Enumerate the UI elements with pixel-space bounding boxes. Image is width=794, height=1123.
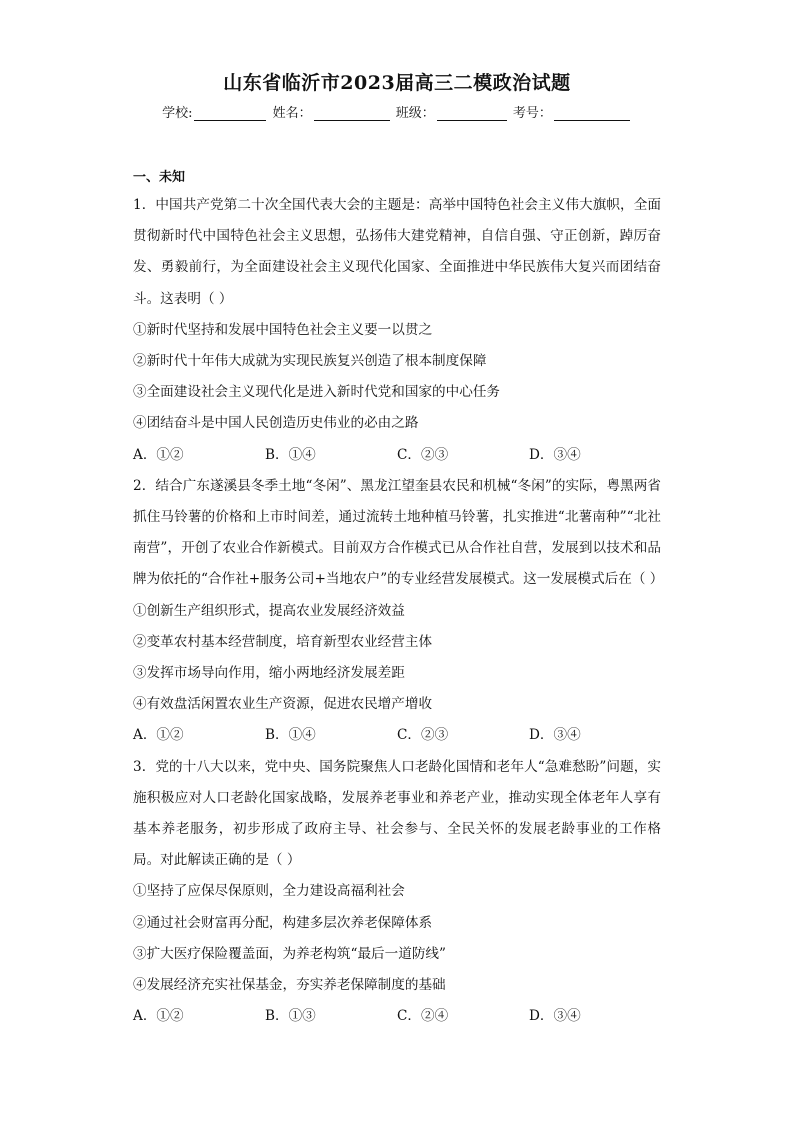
statement-item: ④有效盘活闲置农业生产资源，促进农民增产增收 xyxy=(133,696,433,713)
statement-item: ④发展经济充实社保基金，夯实养老保障制度的基础 xyxy=(133,976,446,993)
school-blank[interactable] xyxy=(194,106,266,121)
number-label: 考号： xyxy=(512,106,552,121)
statement-item: ②变革农村基本经营制度，培育新型农业经营主体 xyxy=(133,633,433,650)
section-heading: 一、未知 xyxy=(133,170,186,185)
student-info-line xyxy=(0,102,794,121)
school-label: 学校: xyxy=(162,106,193,121)
statement-item: ④团结奋斗是中国人民创造历史伟业的必由之路 xyxy=(133,415,419,432)
option-d[interactable]: D．③④ xyxy=(529,1008,581,1025)
statement-item: ②新时代十年伟大成就为实现民族复兴创造了根本制度保障 xyxy=(133,353,487,369)
option-b[interactable]: B．①③ xyxy=(265,1008,316,1025)
answer-options xyxy=(133,720,661,751)
name-label: 姓名： xyxy=(272,106,312,121)
option-c[interactable]: C．②③ xyxy=(397,727,449,744)
question-stem: 2．结合广东遂溪县冬季土地“冬闲”、黑龙江望奎县农民和机械“冬闲”的实际，粤黑两省抓住马铃薯的价格和上市时间差，通过流转土地种植马铃薯，扎实推进“北薯南种”“北社南营”，开创了农业合作新模式。目前双方合作模式已从合作社自营，发展到以技术和品牌为依托的“合作社+服务公司+当地农户”的专业经营发展模式。这一发展模式后在（ ） xyxy=(133,477,664,588)
question-3 xyxy=(133,752,661,1033)
answer-options xyxy=(133,1001,661,1032)
question-1 xyxy=(133,190,661,471)
class-blank[interactable] xyxy=(437,106,507,121)
number-blank[interactable] xyxy=(554,106,630,121)
answer-options xyxy=(133,440,661,471)
option-b[interactable]: B．①④ xyxy=(265,446,316,463)
option-a[interactable]: A．①② xyxy=(133,727,184,744)
option-b[interactable]: B．①④ xyxy=(265,727,316,744)
statement-item: ③全面建设社会主义现代化是进入新时代党和国家的中心任务 xyxy=(133,384,501,401)
option-c[interactable]: C．②④ xyxy=(397,1008,449,1025)
document-title: 山东省临沂市2023届高三二模政治试题 xyxy=(223,72,571,94)
question-stem: 3．党的十八大以来，党中央、国务院聚焦人口老龄化国情和老年人“急难愁盼”问题，实施积极应对人口老龄化国家战略，发展养老事业和养老产业，推动实现全体老年人享有基本养老服务，初步形成了政府主导、社会参与、全民关怀的发展老龄事业的工作格局。对此解读正确的是（ ） xyxy=(133,758,661,869)
statement-item: ②通过社会财富再分配，构建多层次养老保障体系 xyxy=(133,914,433,931)
class-label: 班级： xyxy=(395,106,435,121)
statement-item: ①创新生产组织形式，提高农业发展经济效益 xyxy=(133,602,405,619)
option-a[interactable]: A．①② xyxy=(133,1008,184,1025)
option-c[interactable]: C．②③ xyxy=(397,446,449,463)
question-2 xyxy=(133,471,664,752)
option-a[interactable]: A．①② xyxy=(133,446,184,463)
question-list xyxy=(133,190,664,1032)
question-stem: 1．中国共产党第二十次全国代表大会的主题是：高举中国特色社会主义伟大旗帜，全面贯彻新时代中国特色社会主义思想，弘扬伟大建党精神，自信自强、守正创新，踔厉奋发、勇毅前行，为全面建设社会主义现代化国家、全面推进中华民族伟大复兴而团结奋斗。这表明（ ） xyxy=(133,197,661,307)
option-d[interactable]: D．③④ xyxy=(529,446,581,463)
statement-item: ③发挥市场导向作用，缩小两地经济发展差距 xyxy=(133,664,405,681)
name-blank[interactable] xyxy=(314,106,390,121)
statement-item: ①新时代坚持和发展中国特色社会主义要一以贯之 xyxy=(133,321,433,338)
option-d[interactable]: D．③④ xyxy=(529,727,581,744)
statement-item: ①坚持了应保尽保原则，全力建设高福利社会 xyxy=(133,883,405,900)
statement-item: ③扩大医疗保险覆盖面，为养老构筑“最后一道防线” xyxy=(133,945,446,962)
